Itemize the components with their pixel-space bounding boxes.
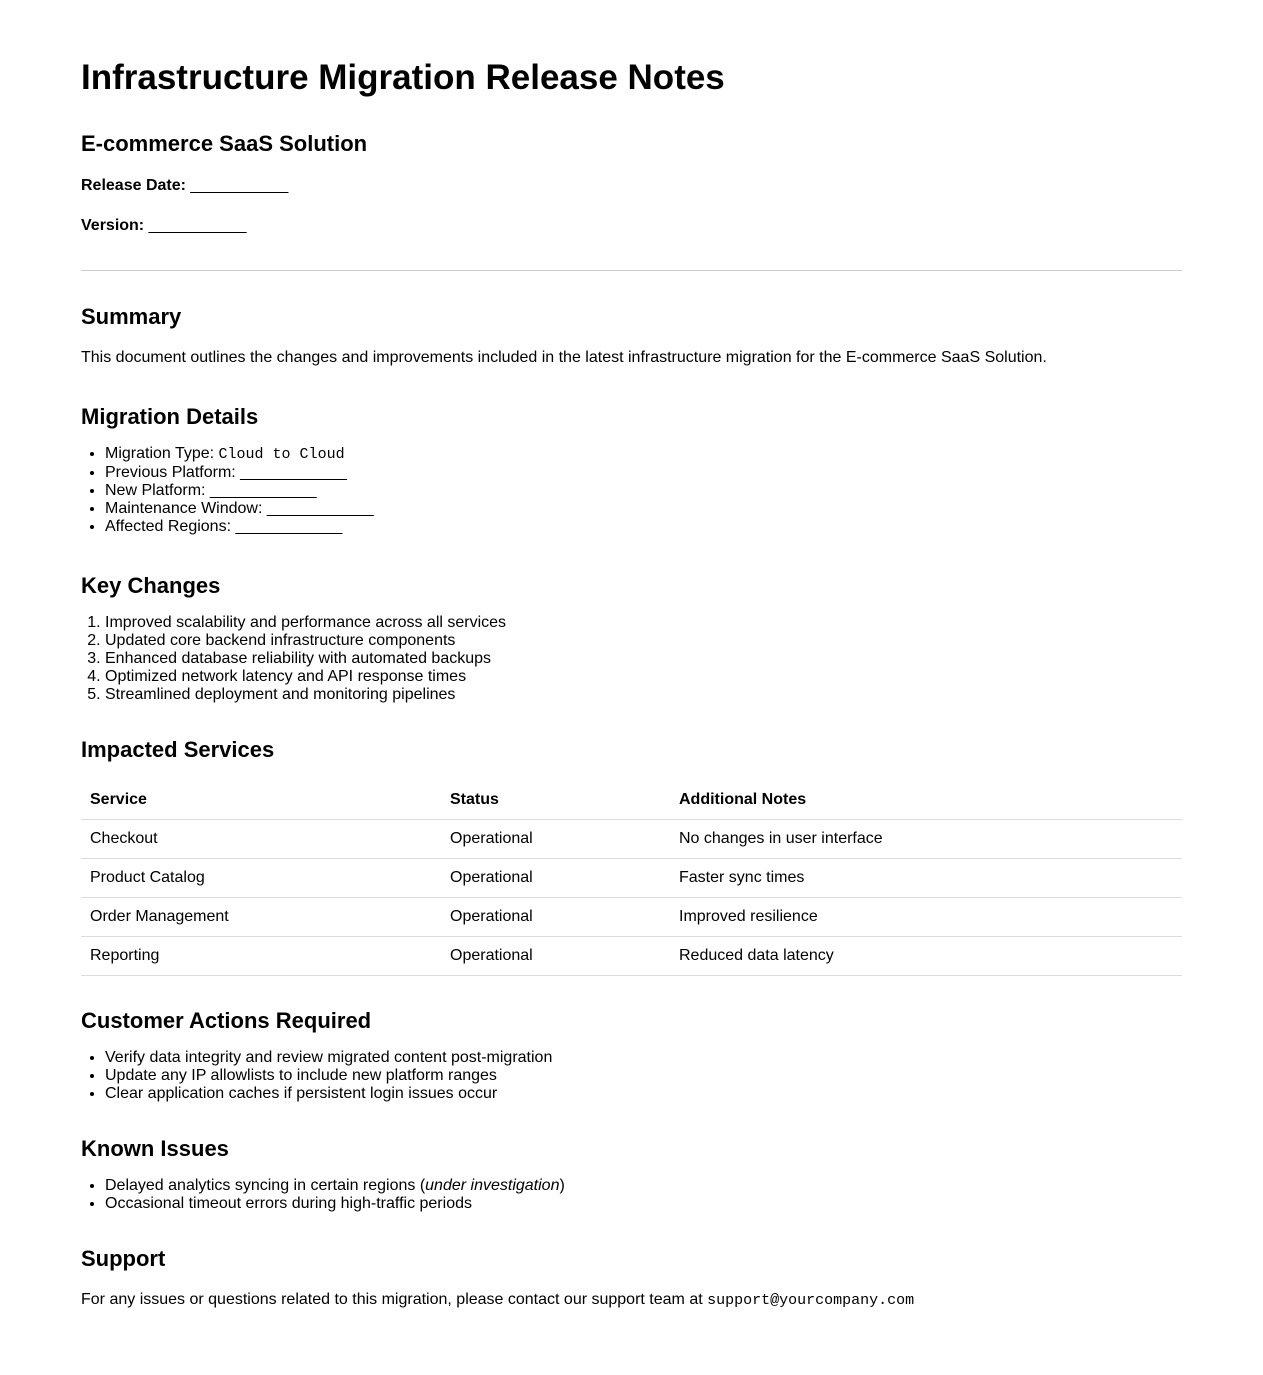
- list-item: [105, 445, 374, 464]
- table-row: [81, 937, 1182, 976]
- section-divider: [81, 270, 1182, 271]
- list-item: • Update any IP allowlists to include new platform ranges: [105, 1067, 552, 1085]
- table-row: [81, 859, 1182, 898]
- migration-details-heading: Migration Details: [81, 404, 259, 429]
- notes-cell: Improved resilience: [670, 898, 1182, 937]
- page-title: Infrastructure Migration Release Notes: [81, 58, 725, 97]
- list-item: 2. Updated core backend infrastructure components: [105, 632, 506, 650]
- list-item: 5. Streamlined deployment and monitoring pipelines: [105, 686, 506, 704]
- item-label: Maintenance Window:: [105, 500, 263, 517]
- item-label: Migration Type:: [105, 445, 215, 462]
- known-issues-heading: Known Issues: [81, 1136, 229, 1161]
- list-item: 3. Enhanced database reliability with automated backups: [105, 650, 506, 668]
- table-header-row: [81, 780, 1182, 820]
- version-value: ___________: [148, 217, 247, 234]
- item-label: Previous Platform:: [105, 464, 236, 481]
- column-header-notes: Additional Notes: [670, 780, 1182, 820]
- item-value: ____________: [240, 464, 347, 481]
- support-heading: Support: [81, 1246, 166, 1271]
- support-text: [81, 1291, 914, 1309]
- list-item: • Occasional timeout errors during high-traffic periods: [105, 1195, 565, 1213]
- support-email-link[interactable]: support@yourcompany.com: [707, 1292, 915, 1309]
- status-cell: Operational: [441, 820, 670, 859]
- version: [81, 217, 246, 235]
- status-cell: Operational: [441, 898, 670, 937]
- notes-cell: No changes in user interface: [670, 820, 1182, 859]
- notes-cell: Faster sync times: [670, 859, 1182, 898]
- service-cell: Product Catalog: [81, 859, 441, 898]
- column-header-status: Status: [441, 780, 670, 820]
- service-cell: Order Management: [81, 898, 441, 937]
- notes-cell: Reduced data latency: [670, 937, 1182, 976]
- item-value: ____________: [209, 482, 317, 499]
- key-changes-list: [81, 614, 506, 704]
- known-issues-list: [81, 1177, 565, 1213]
- list-item: • Clear application caches if persistent login issues occur: [105, 1085, 552, 1103]
- list-item: • Verify data integrity and review migrated content post-migration: [105, 1049, 552, 1067]
- table-row: [81, 898, 1182, 937]
- list-item: [105, 518, 374, 536]
- status-cell: Operational: [441, 937, 670, 976]
- release-date: [81, 177, 288, 195]
- column-header-service: Service: [81, 780, 441, 820]
- list-item: [105, 464, 374, 482]
- service-cell: Checkout: [81, 820, 441, 859]
- customer-actions-heading: Customer Actions Required: [81, 1008, 372, 1033]
- status-cell: Operational: [441, 859, 670, 898]
- item-label: Affected Regions:: [105, 518, 232, 535]
- summary-text: This document outlines the changes and improvements included in the latest infrastructure migration for the E-commerce SaaS Solution.: [81, 349, 1047, 366]
- item-value: ____________: [266, 500, 374, 517]
- key-changes-heading: Key Changes: [81, 573, 221, 598]
- summary-heading: Summary: [81, 304, 182, 329]
- service-cell: Reporting: [81, 937, 441, 976]
- release-date-label: Release Date:: [81, 177, 186, 194]
- impacted-services-table: [81, 780, 1182, 976]
- list-item: [105, 1177, 565, 1195]
- issue-suffix: ): [559, 1177, 565, 1194]
- customer-actions-list: [81, 1049, 552, 1103]
- item-label: New Platform:: [105, 482, 206, 499]
- item-value: ____________: [235, 518, 343, 535]
- issue-text: Delayed analytics syncing in certain regions (: [105, 1177, 426, 1194]
- list-item: [105, 482, 374, 500]
- list-item: [105, 500, 374, 518]
- release-date-value: ___________: [190, 177, 289, 194]
- migration-type-value: Cloud to Cloud: [218, 446, 345, 463]
- list-item: 1. Improved scalability and performance across all services: [105, 614, 506, 632]
- table-row: [81, 820, 1182, 859]
- issue-status: under investigation: [425, 1177, 560, 1194]
- list-item: 4. Optimized network latency and API response times: [105, 668, 506, 686]
- impacted-services-heading: Impacted Services: [81, 737, 275, 762]
- support-message: For any issues or questions related to this migration, please contact our support team at: [81, 1291, 708, 1308]
- migration-details-list: [81, 445, 374, 536]
- version-label: Version:: [81, 217, 145, 234]
- product-subtitle: E-commerce SaaS Solution: [81, 131, 368, 156]
